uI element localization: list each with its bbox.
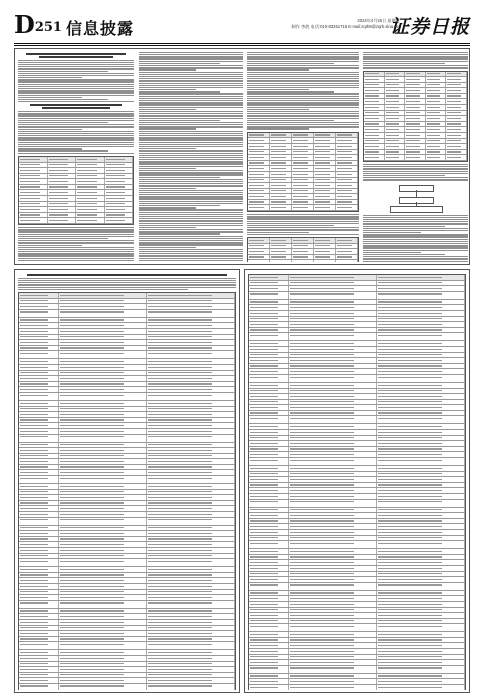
table-row (249, 624, 465, 632)
body-text-lines (18, 278, 236, 290)
table-row (249, 583, 465, 591)
financial-table-4 (363, 71, 468, 163)
table-row (19, 393, 235, 401)
body-text-lines (18, 227, 134, 262)
masthead-rule (14, 43, 470, 44)
table-row (19, 684, 235, 690)
article-col-3 (247, 51, 359, 262)
article-col-5 (18, 272, 236, 690)
table-row (19, 435, 235, 443)
article-title-block-3 (18, 274, 236, 276)
body-text-lines (363, 52, 468, 69)
article-title-block-2 (18, 104, 134, 109)
revision-comparison-table-2 (248, 274, 466, 690)
contact-line: 制作 李波 电话:010-83251716 E-mail:zqrb9@zqrb.sina.net (291, 24, 400, 29)
masthead-rule-thin (14, 45, 470, 46)
body-text-lines (247, 214, 359, 235)
body-text-lines (18, 111, 134, 154)
issue-date: 2024年4月26日 星期五 (357, 18, 400, 23)
table-row (249, 541, 465, 549)
table-row (249, 458, 465, 466)
top-announcements (14, 48, 470, 265)
bottom-left-announcement (14, 269, 240, 693)
table-row (249, 292, 465, 300)
article-col-2 (139, 51, 243, 262)
financial-table-2 (247, 132, 359, 212)
table-row (19, 642, 235, 650)
article-col-4 (363, 51, 468, 262)
article-col-1 (18, 51, 134, 262)
body-text-lines (363, 215, 468, 262)
issue-meta (291, 18, 400, 30)
table-row (19, 601, 235, 609)
body-text-lines (363, 164, 468, 181)
table-row (249, 333, 465, 341)
table-row (249, 666, 465, 674)
table-row (249, 416, 465, 424)
article-title-block-1 (18, 53, 134, 58)
table-row (19, 518, 235, 526)
table-row (248, 260, 358, 262)
table-row (364, 155, 467, 161)
table-row (19, 310, 235, 318)
page-number: D251 (14, 10, 62, 39)
body-text-lines (139, 52, 243, 262)
table-row (248, 205, 358, 211)
table-row (19, 476, 235, 484)
body-text-lines (18, 60, 134, 103)
section-title: 信息披露 (66, 19, 135, 38)
revision-comparison-table-1 (18, 292, 236, 690)
table-row (19, 351, 235, 359)
article-col-6 (248, 272, 466, 690)
table-row (19, 218, 133, 224)
table-row (249, 375, 465, 383)
table-row (19, 559, 235, 567)
masthead (14, 12, 470, 42)
body-text-lines (247, 52, 359, 130)
ownership-structure-chart (374, 185, 458, 211)
financial-table-3 (247, 237, 359, 262)
bottom-right-announcement (244, 269, 470, 693)
table-row (249, 500, 465, 508)
financial-table-1 (18, 156, 134, 225)
newspaper-logo: 证券日报 (389, 16, 470, 38)
table-row (249, 685, 465, 690)
